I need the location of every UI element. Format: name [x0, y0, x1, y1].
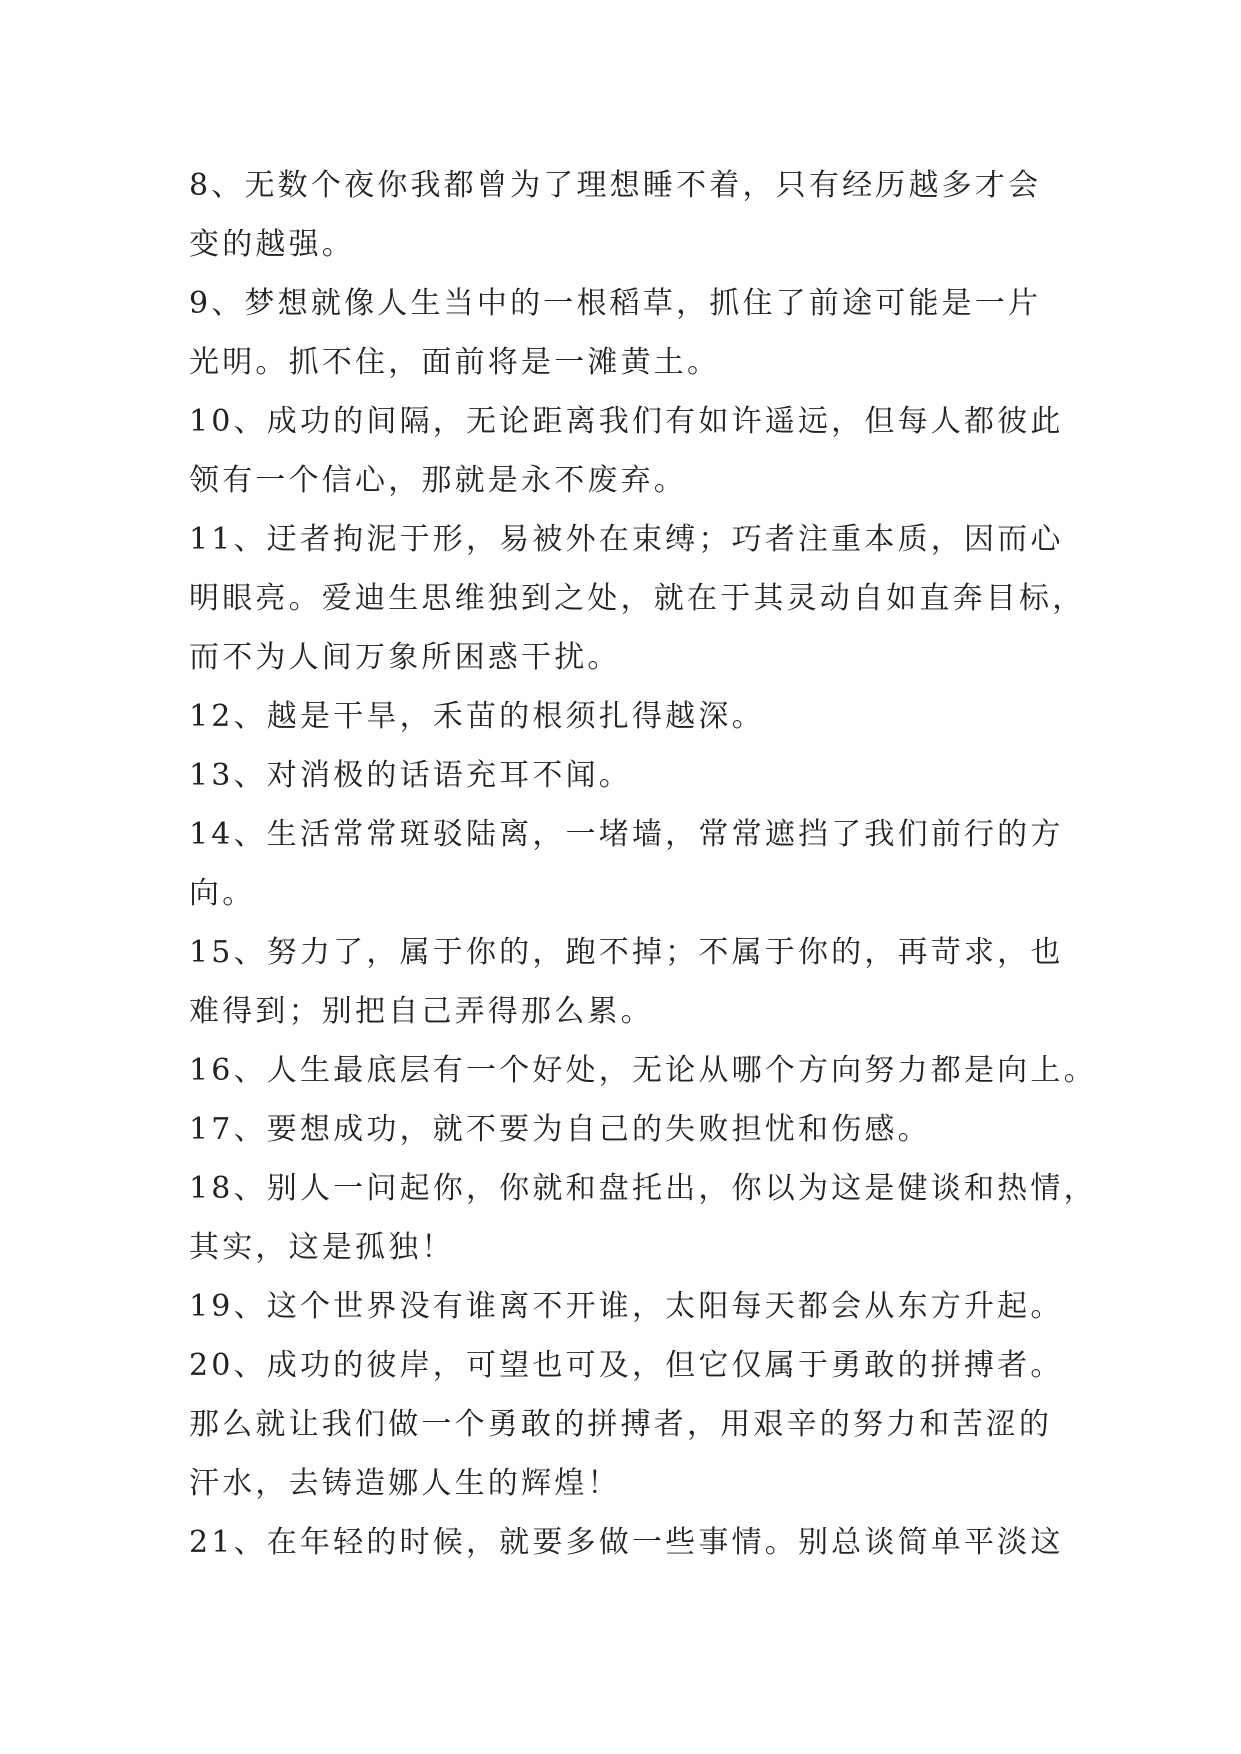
text-line: 21、在年轻的时候，就要多做一些事情。别总谈简单平淡这 [189, 1525, 1064, 1560]
text-line: 16、人生最底层有一个好处，无论从哪个方向努力都是向上。 [189, 1053, 1097, 1088]
text-line: 变的越强。 [189, 227, 355, 262]
text-line: 13、对消极的话语充耳不闻。 [189, 758, 632, 793]
text-line: 10、成功的间隔，无论距离我们有如许遥远，但每人都彼此 [189, 404, 1064, 439]
text-line: 20、成功的彼岸，可望也可及，但它仅属于勇敢的拼搏者。 [189, 1348, 1064, 1383]
text-line: 19、这个世界没有谁离不开谁，太阳每天都会从东方升起。 [189, 1289, 1064, 1324]
text-line: 领有一个信心，那就是永不废弃。 [189, 463, 687, 498]
text-line: 17、要想成功，就不要为自己的失败担忧和伤感。 [189, 1112, 931, 1147]
text-line: 12、越是干旱，禾苗的根须扎得越深。 [189, 699, 765, 734]
text-line: 其实，这是孤独！ [189, 1230, 455, 1265]
text-line: 而不为人间万象所困惑干扰。 [189, 640, 621, 675]
text-line: 明眼亮。爱迪生思维独到之处，就在于其灵动自如直奔目标， [189, 581, 1086, 616]
text-line: 8、无数个夜你我都曾为了理想睡不着，只有经历越多才会 [189, 168, 1042, 203]
text-line: 那么就让我们做一个勇敢的拼搏者，用艰辛的努力和苦涩的 [189, 1407, 1053, 1442]
text-line: 18、别人一问起你，你就和盘托出，你以为这是健谈和热情， [189, 1171, 1097, 1206]
text-line: 汗水，去铸造娜人生的辉煌！ [189, 1466, 621, 1501]
text-line: 光明。抓不住，面前将是一滩黄土。 [189, 345, 721, 380]
text-line: 9、梦想就像人生当中的一根稻草，抓住了前途可能是一片 [189, 286, 1042, 321]
text-line: 15、努力了，属于你的，跑不掉；不属于你的，再苛求，也 [189, 935, 1064, 970]
text-line: 向。 [189, 876, 256, 911]
text-line: 11、迂者拘泥于形，易被外在束缚；巧者注重本质，因而心 [189, 522, 1064, 557]
body-text [189, 156, 1097, 1572]
text-line: 难得到；别把自己弄得那么累。 [189, 994, 654, 1029]
text-line: 14、生活常常斑驳陆离，一堵墙，常常遮挡了我们前行的方 [189, 817, 1064, 852]
